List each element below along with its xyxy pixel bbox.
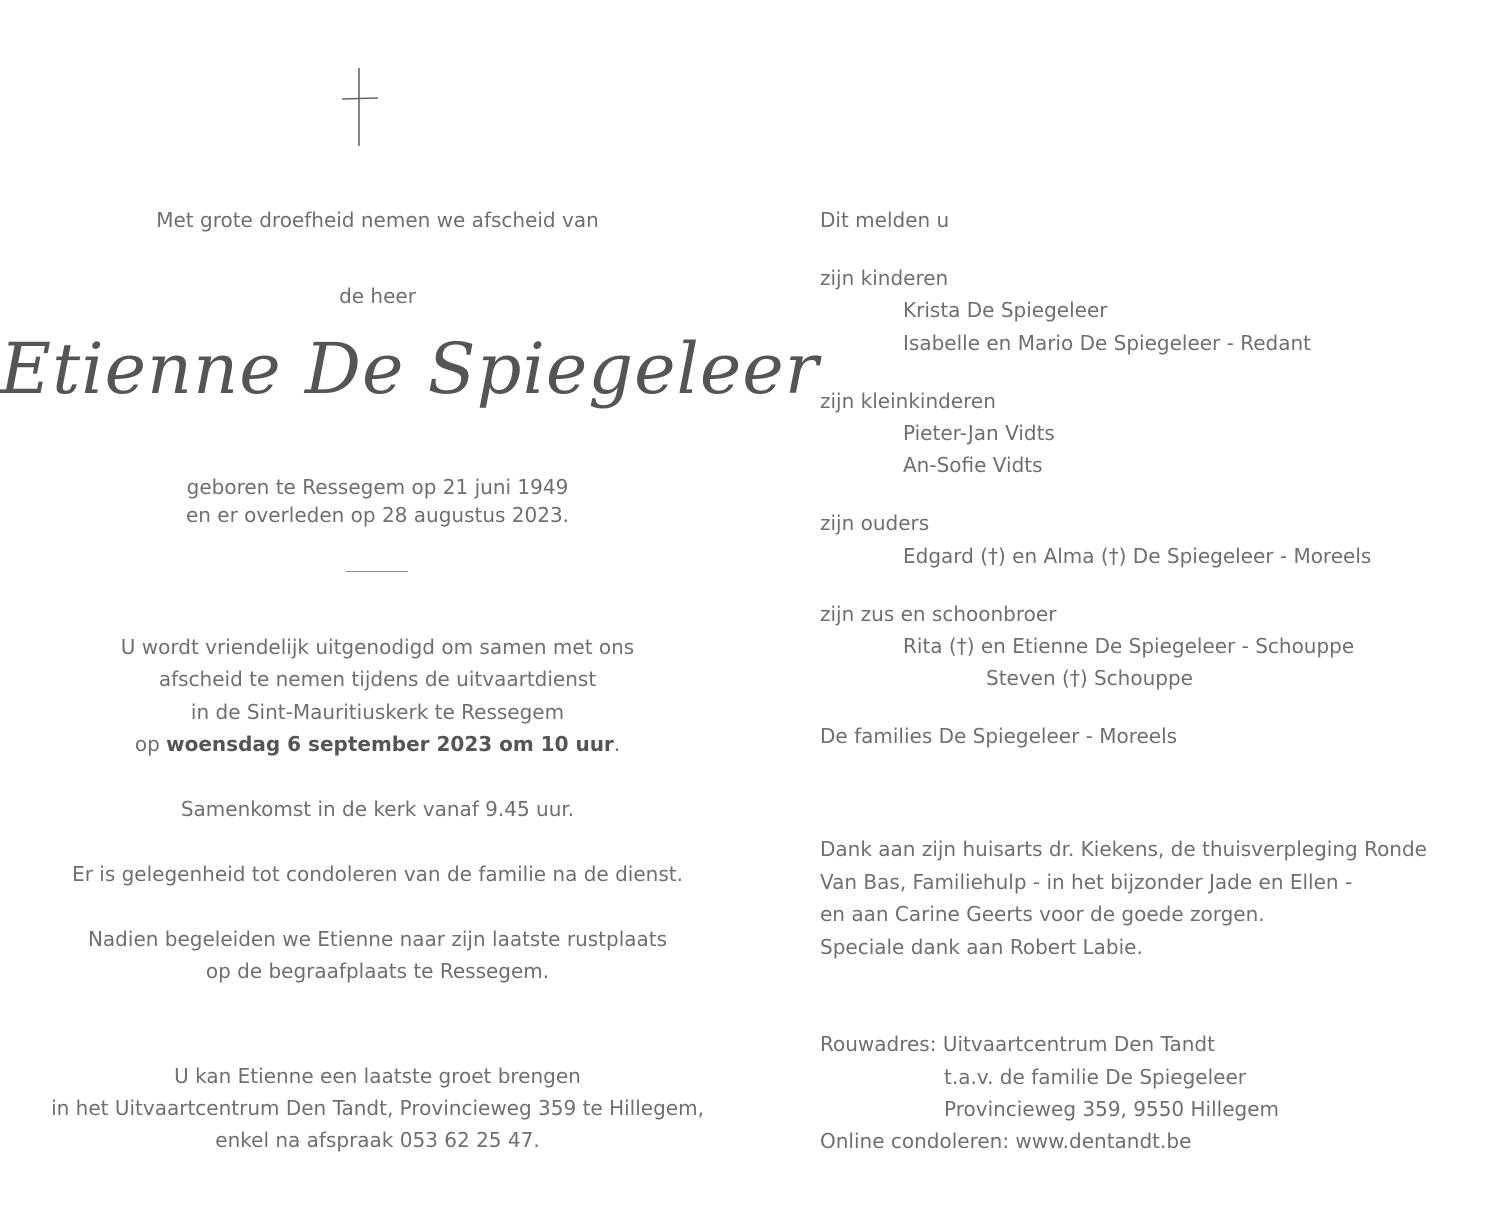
children-label: zijn kinderen [820, 266, 949, 290]
burial-line: Nadien begeleiden we Etienne naar zijn laatste rustplaats [87, 927, 668, 951]
service-date-bold: woensdag 6 september 2023 om 10 uur [166, 732, 614, 756]
service-date-prefix: op [134, 732, 160, 756]
sister-names: Rita (†) en Etienne De Spiegeleer - Schouppe [903, 634, 1355, 658]
visit-line: in het Uitvaartcentrum Den Tandt, Provincieweg 359 te Hillegem, [51, 1096, 704, 1120]
visit-line: U kan Etienne een laatste groet brengen [174, 1064, 581, 1088]
thanks-line: en aan Carine Geerts voor de goede zorgen. [820, 902, 1265, 926]
grandchildren-label: zijn kleinkinderen [820, 389, 996, 413]
address-line: t.a.v. de familie De Spiegeleer [944, 1065, 1246, 1089]
birth-text: geboren te Ressegem op 21 juni 1949 [186, 475, 569, 499]
intro-text: Met grote droefheid nemen we afscheid van [156, 208, 599, 232]
child-name: Krista De Spiegeleer [903, 298, 1108, 322]
gathering-text: Samenkomst in de kerk vanaf 9.45 uur. [180, 797, 575, 821]
address-label: Rouwadres: Uitvaartcentrum Den Tandt [820, 1032, 1215, 1056]
thanks-line: Van Bas, Familiehulp - in het bijzonder Jade en Ellen - [820, 870, 1353, 894]
condolence-text: Er is gelegenheid tot condoleren van de familie na de dienst. [72, 862, 683, 886]
nephew-name: Steven (†) Schouppe [986, 666, 1193, 690]
online-condolence: Online condoleren: www.dentandt.be [820, 1129, 1192, 1153]
families-text: De families De Spiegeleer - Moreels [820, 724, 1178, 748]
parents-label: zijn ouders [820, 511, 930, 535]
thanks-line: Dank aan zijn huisarts dr. Kiekens, de thuisverpleging Ronde [820, 837, 1427, 861]
deceased-name: Etienne De Spiegeleer [0, 328, 820, 410]
service-date-suffix: . [613, 732, 621, 756]
invite-line: in de Sint-Mauritiuskerk te Ressegem [190, 700, 565, 724]
visit-line: enkel na afspraak 053 62 25 47. [215, 1128, 540, 1152]
death-text: en er overleden op 28 augustus 2023. [185, 503, 570, 527]
invite-line: U wordt vriendelijk uitgenodigd om samen met ons [120, 635, 635, 659]
invite-line: afscheid te nemen tijdens de uitvaartdienst [158, 667, 597, 691]
cross-icon [342, 68, 378, 146]
thanks-line: Speciale dank aan Robert Labie. [820, 935, 1143, 959]
child-name: Isabelle en Mario De Spiegeleer - Redant [903, 331, 1311, 355]
title-text: de heer [339, 284, 416, 308]
service-date [0, 732, 755, 756]
grandchild-name: Pieter-Jan Vidts [903, 421, 1055, 445]
announce-text: Dit melden u [820, 208, 950, 232]
grandchild-name: An-Sofie Vidts [903, 453, 1043, 477]
address-line: Provincieweg 359, 9550 Hillegem [944, 1097, 1280, 1121]
parents-names: Edgard (†) en Alma (†) De Spiegeleer - Moreels [903, 544, 1372, 568]
sister-label: zijn zus en schoonbroer [820, 602, 1057, 626]
divider [346, 571, 408, 572]
burial-line: op de begraafplaats te Ressegem. [205, 959, 550, 983]
